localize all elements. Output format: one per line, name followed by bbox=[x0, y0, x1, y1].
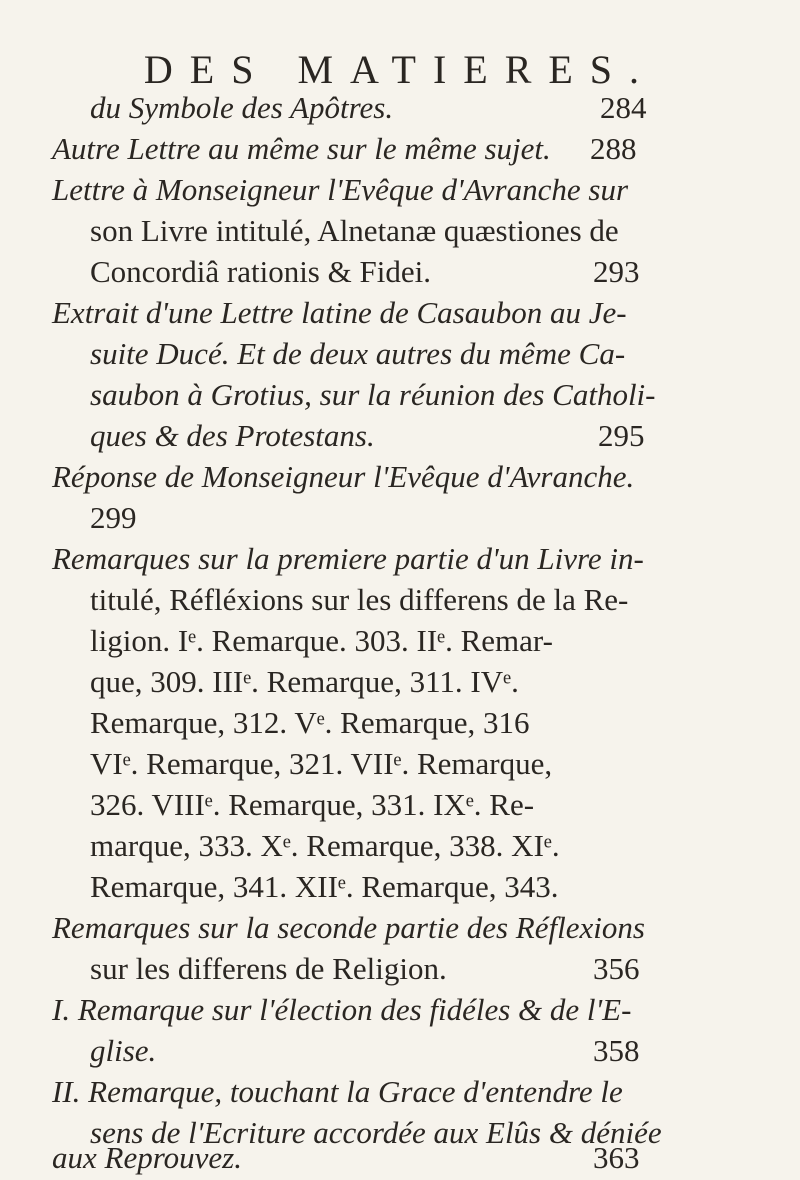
index-line bbox=[0, 332, 800, 376]
index-line bbox=[0, 783, 800, 827]
page-number: 284 bbox=[600, 90, 647, 125]
entry-text: Lettre à Monseigneur l'Evêque d'Avranche sur bbox=[52, 172, 629, 207]
entry-text: Remarques sur la premiere partie d'un Livre in- bbox=[52, 541, 644, 576]
index-line bbox=[0, 824, 800, 868]
index-line bbox=[0, 988, 800, 1032]
entry-text: titulé, Réfléxions sur les differens de la Re- bbox=[90, 582, 629, 617]
index-line bbox=[0, 496, 800, 540]
entry-text: sens de l'Ecriture accordée aux Elûs & déniée bbox=[90, 1115, 662, 1150]
index-line bbox=[0, 701, 800, 745]
page-number: 358 bbox=[593, 1033, 640, 1068]
entry-text: ques & des Protestans. bbox=[90, 418, 375, 453]
entry-text: sur les differens de Religion. bbox=[90, 951, 447, 986]
entry-text: Remarque, 312. Vᵉ. Remarque, 316 bbox=[90, 705, 530, 740]
page-number: 356 bbox=[593, 951, 640, 986]
index-line bbox=[0, 291, 800, 335]
page-number: 295 bbox=[598, 418, 645, 453]
entry-text: Autre Lettre au même sur le même sujet. bbox=[52, 131, 551, 166]
entry-text: marque, 333. Xᵉ. Remarque, 338. XIᵉ. bbox=[90, 828, 560, 863]
index-line bbox=[0, 1070, 800, 1114]
index-line bbox=[0, 865, 800, 909]
index-line bbox=[0, 619, 800, 663]
entry-text: son Livre intitulé, Alnetanæ quæstiones de bbox=[90, 213, 619, 248]
index-line bbox=[0, 578, 800, 622]
page-number: 288 bbox=[590, 131, 637, 166]
index-line bbox=[0, 250, 800, 294]
index-line bbox=[0, 947, 800, 991]
index-line bbox=[0, 537, 800, 581]
index-line bbox=[0, 127, 800, 171]
index-line bbox=[0, 209, 800, 253]
entry-text: ligion. Iᵉ. Remarque. 303. IIᵉ. Remar- bbox=[90, 623, 553, 658]
page-number: 293 bbox=[593, 254, 640, 289]
entry-text: VIᵉ. Remarque, 321. VIIᵉ. Remarque, bbox=[90, 746, 553, 781]
entry-text: suite Ducé. Et de deux autres du même Ca- bbox=[90, 336, 626, 371]
entry-text: Remarques sur la seconde partie des Réflexions bbox=[52, 910, 645, 945]
entry-text: saubon à Grotius, sur la réunion des Catholi- bbox=[90, 377, 656, 412]
entry-text: II. Remarque, touchant la Grace d'entendre le bbox=[52, 1074, 623, 1109]
entry-text: Extrait d'une Lettre latine de Casaubon au Je- bbox=[52, 295, 627, 330]
index-line bbox=[0, 373, 800, 417]
running-header: DES MATIERES. bbox=[143, 47, 657, 92]
entry-text: I. Remarque sur l'élection des fidéles & de l'E- bbox=[52, 992, 632, 1027]
page-number: 363 bbox=[593, 1140, 640, 1175]
index-line bbox=[0, 455, 800, 499]
entry-text: Concordiâ rationis & Fidei. bbox=[90, 254, 431, 289]
index-line bbox=[0, 1136, 800, 1180]
index-line bbox=[0, 414, 800, 458]
entry-text: du Symbole des Apôtres. bbox=[90, 90, 394, 125]
entry-text: aux Reprouvez. bbox=[52, 1140, 242, 1175]
index-line bbox=[0, 1029, 800, 1073]
index-line bbox=[0, 742, 800, 786]
index-line bbox=[0, 660, 800, 704]
index-line bbox=[0, 168, 800, 212]
entry-text: glise. bbox=[90, 1033, 157, 1068]
index-line bbox=[0, 906, 800, 950]
entry-text: 326. VIIIᵉ. Remarque, 331. IXᵉ. Re- bbox=[90, 787, 535, 822]
index-line bbox=[0, 86, 800, 130]
entry-text: Réponse de Monseigneur l'Evêque d'Avranche. bbox=[52, 459, 635, 494]
entry-text: Remarque, 341. XIIᵉ. Remarque, 343. bbox=[90, 869, 559, 904]
entry-text: 299 bbox=[90, 500, 137, 535]
entry-text: que, 309. IIIᵉ. Remarque, 311. IVᵉ. bbox=[90, 664, 519, 699]
